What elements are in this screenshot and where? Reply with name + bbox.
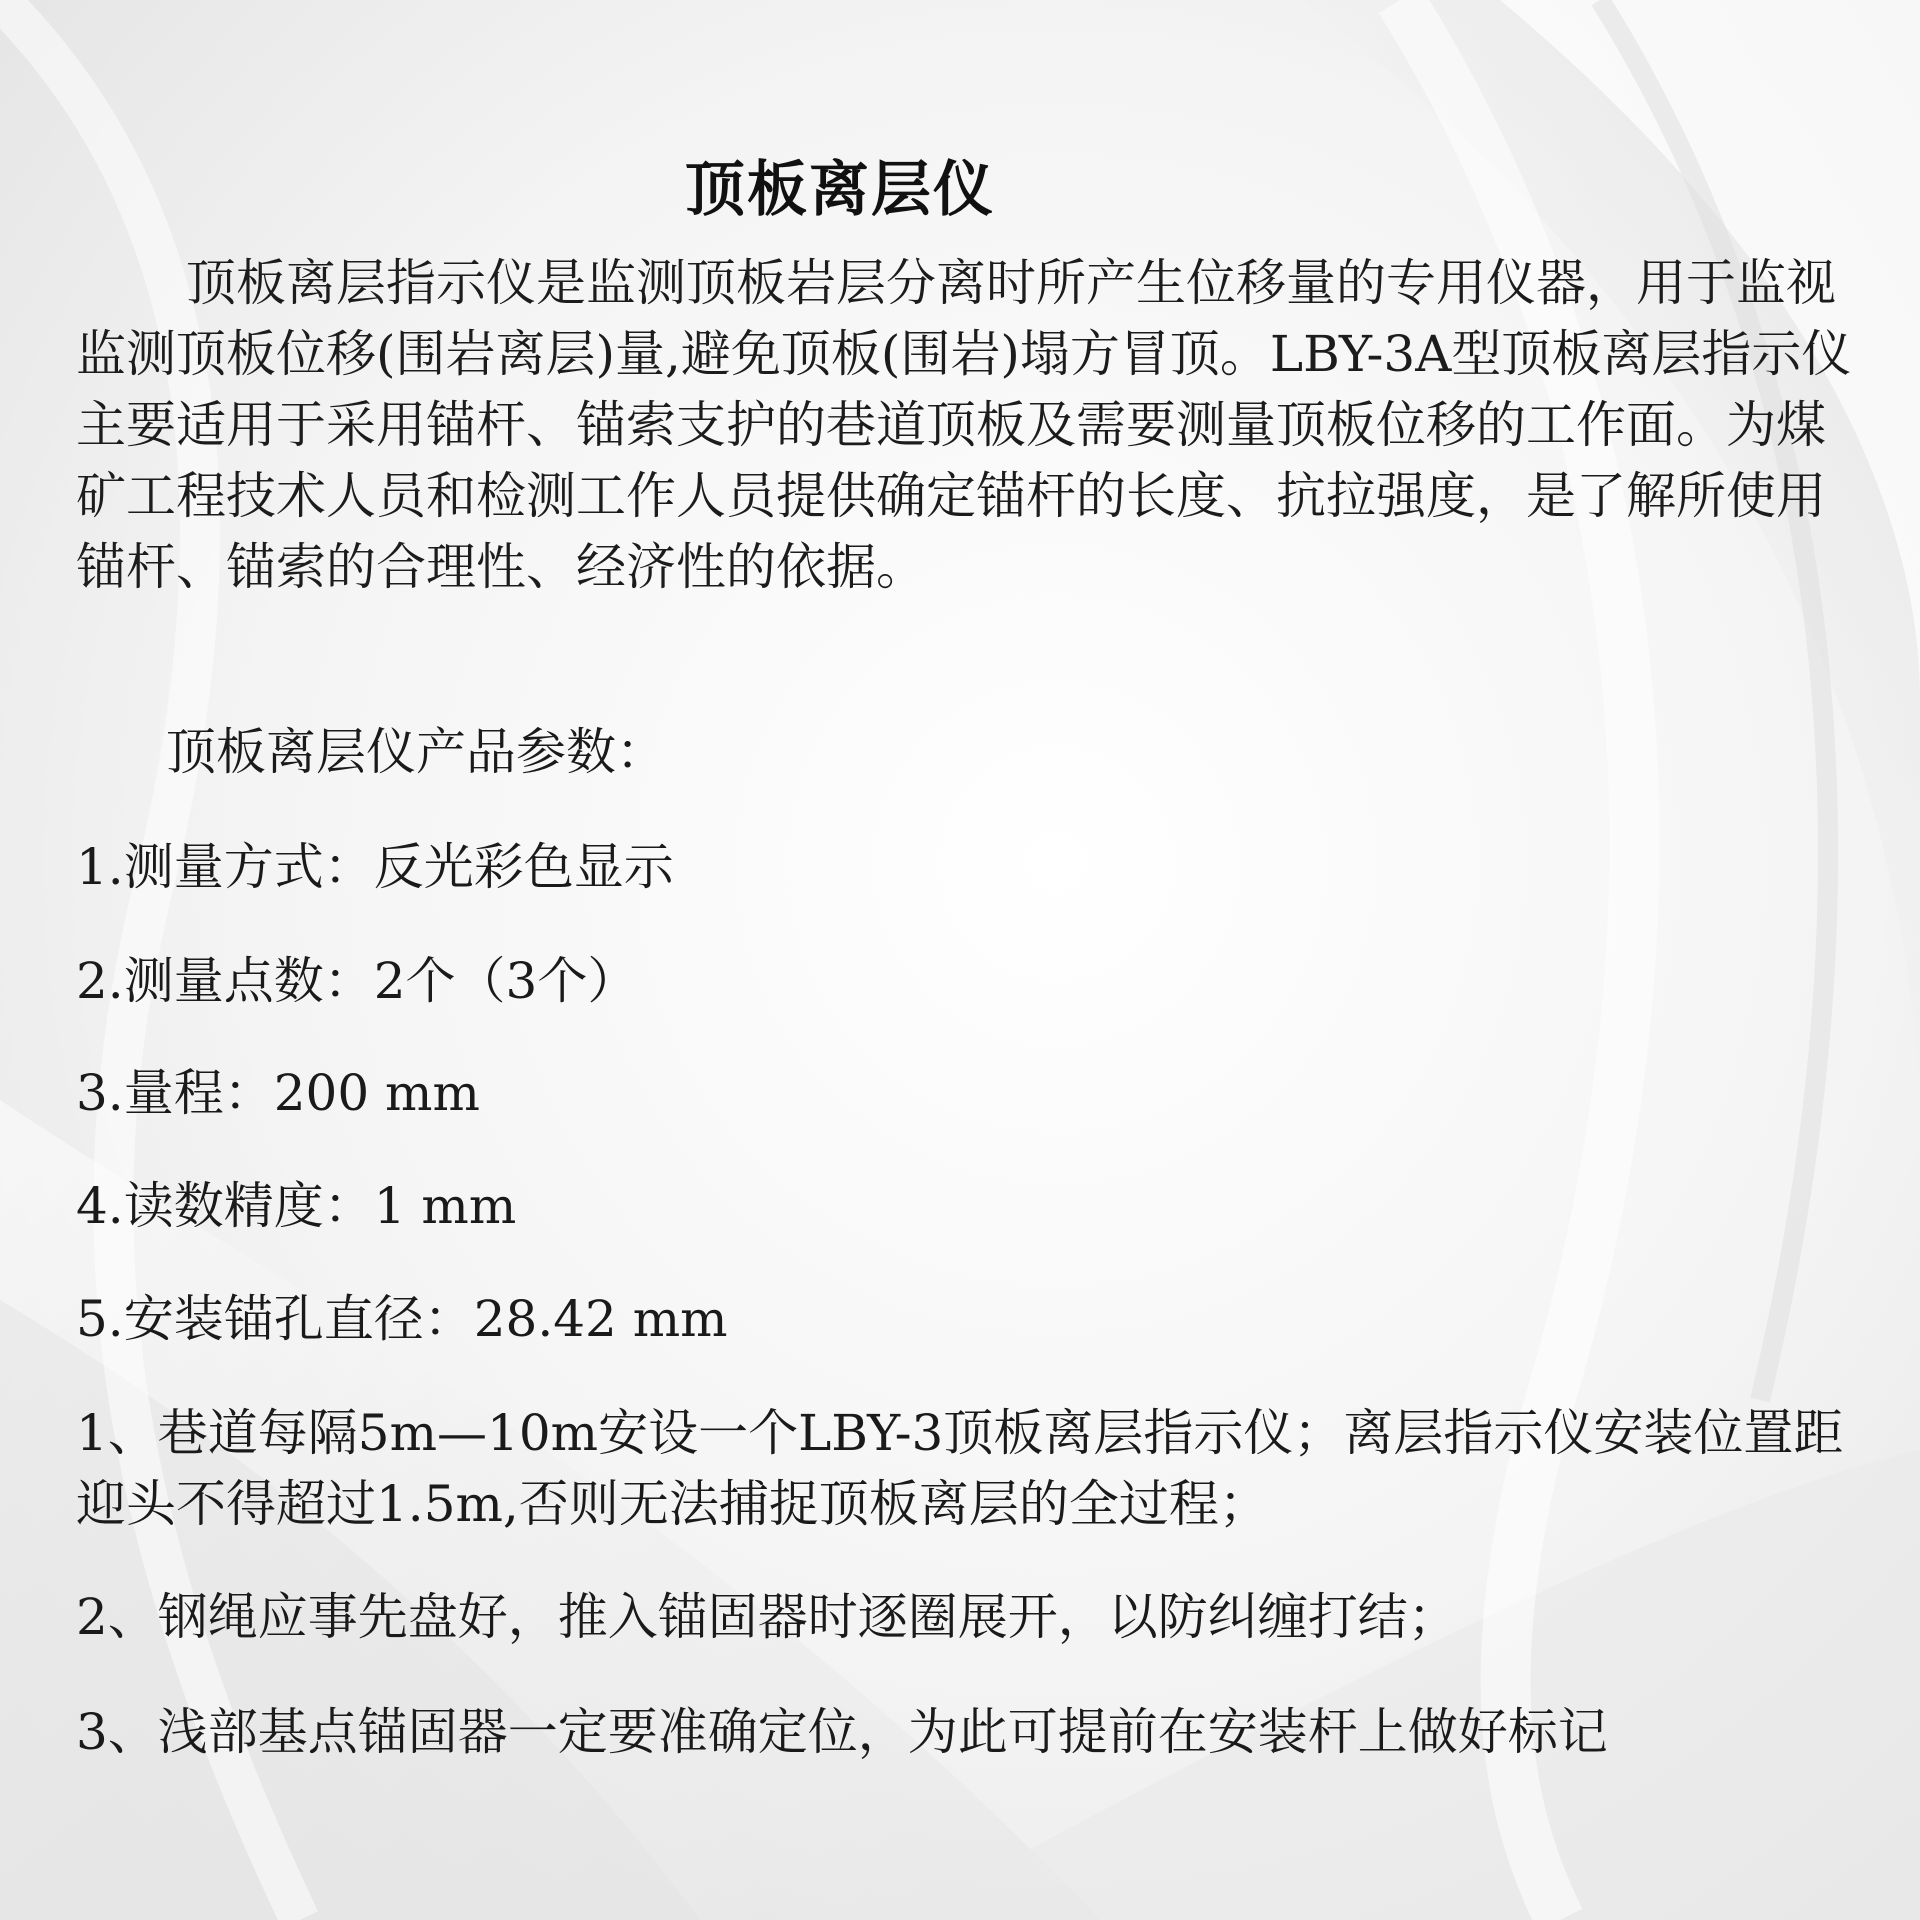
param-item: 5.安装锚孔直径：28.42 mm [76, 1290, 728, 1348]
intro-paragraph: 顶板离层指示仪是监测顶板岩层分离时所产生位移量的专用仪器，用于监视监测顶板位移(围岩离层)量,避免顶板(围岩)塌方冒顶。LBY-3A型顶板离层指示仪主要适用于采用锚杆、锚索支护的巷道顶板及需要测量顶板位移的工作面。为煤矿工程技术人员和检测工作人员提供确定锚杆的长度、抗拉强度，是了解所使用锚杆、锚索的合理性、经济性的依据。 [76, 254, 1852, 596]
param-item: 2.测量点数：2个（3个） [76, 952, 638, 1010]
param-item: 1.测量方式：反光彩色显示 [76, 838, 674, 896]
note-item: 1、巷道每隔5m—10m安设一个LBY-3顶板离层指示仪；离层指示仪安装位置距迎头不得超过1.5m,否则无法捕捉顶板离层的全过程； [76, 1404, 1844, 1533]
note-item: 3、浅部基点锚固器一定要准确定位，为此可提前在安装杆上做好标记 [76, 1703, 1608, 1761]
params-heading: 顶板离层仪产品参数： [166, 723, 666, 781]
page-title: 顶板离层仪 [685, 155, 995, 226]
param-item: 3.量程：200 mm [76, 1064, 480, 1122]
note-item: 2、钢绳应事先盘好，推入锚固器时逐圈展开，以防纠缠打结； [76, 1588, 1458, 1646]
param-item: 4.读数精度：1 mm [76, 1177, 517, 1235]
